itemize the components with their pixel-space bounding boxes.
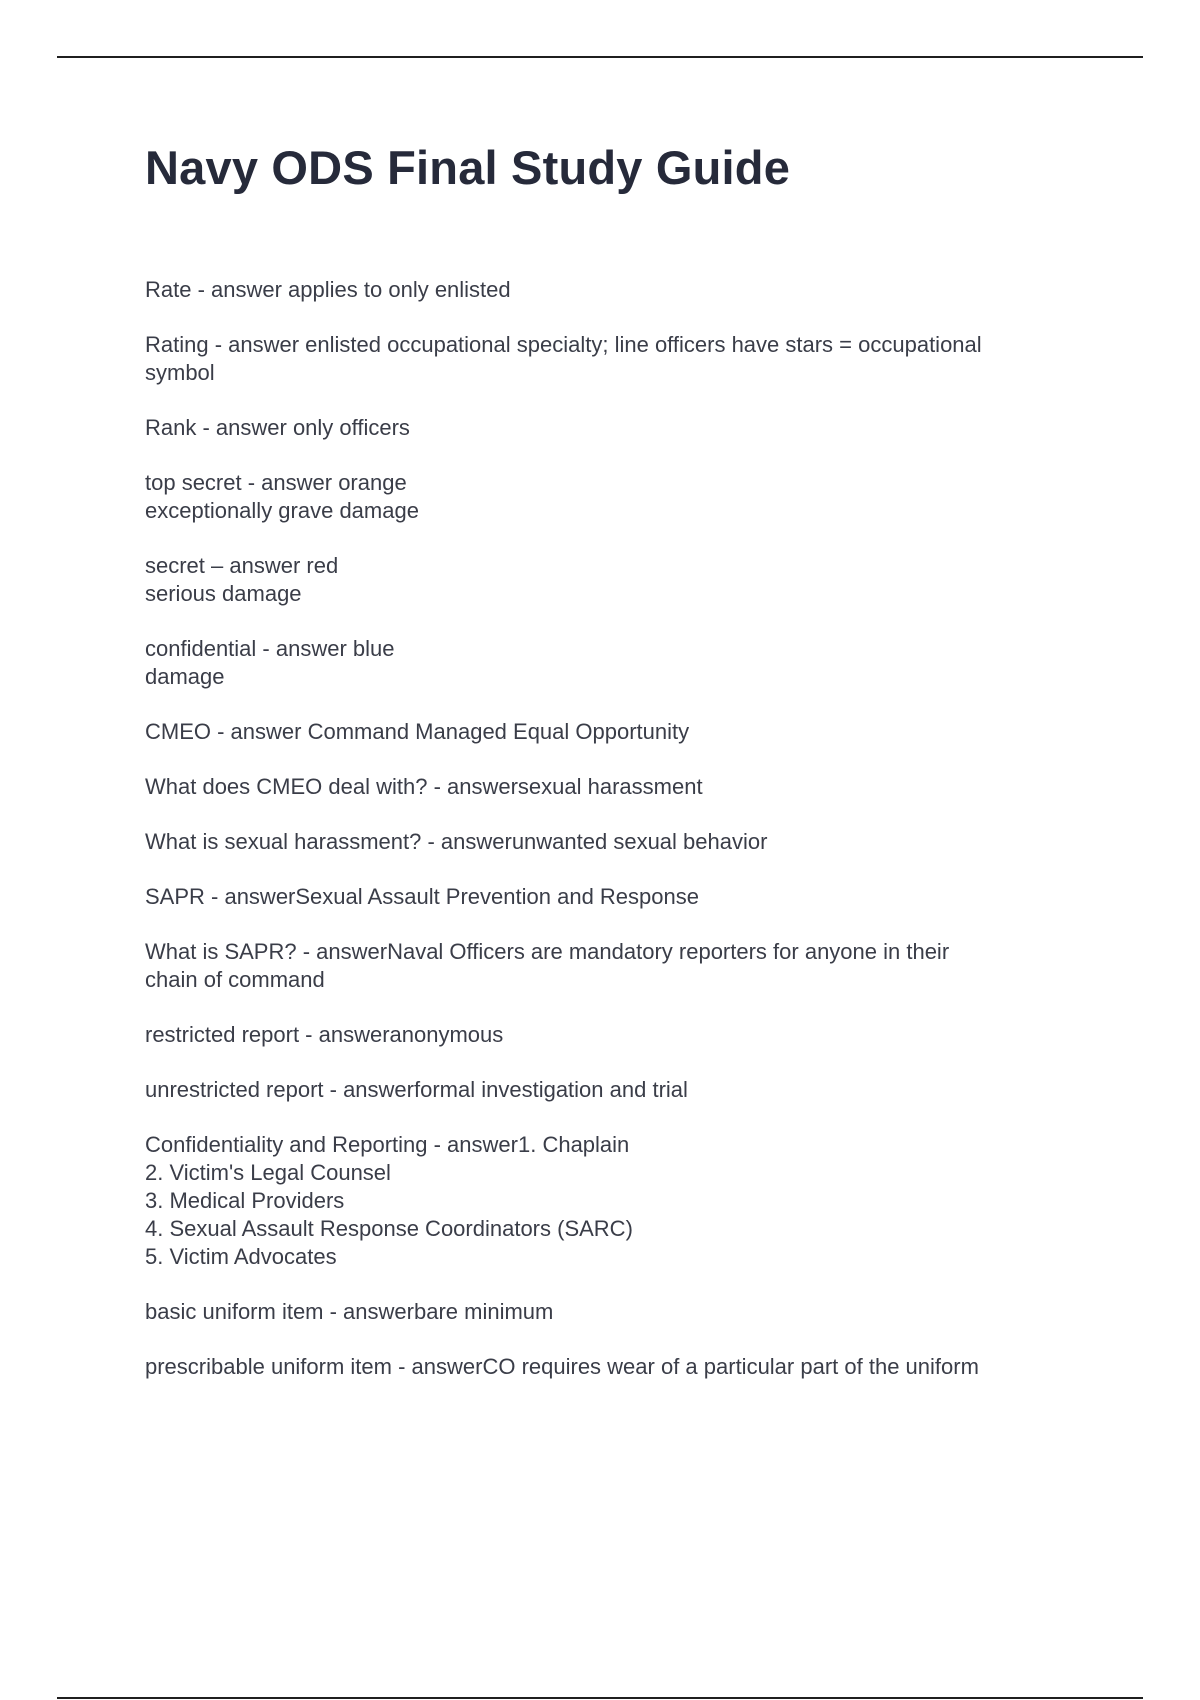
entry-text: symbol [145, 360, 215, 385]
entry-cmeo [145, 718, 1085, 746]
entry-text: Rank - answer only officers [145, 415, 410, 440]
entry-text: CMEO - answer Command Managed Equal Opportunity [145, 719, 690, 744]
entry-basic-uniform-item [145, 1298, 1085, 1326]
entry-confidential [145, 635, 1085, 691]
entry-text: prescribable uniform item - answerCO requires wear of a particular part of the uniform [145, 1354, 979, 1379]
entry-text: 2. Victim's Legal Counsel [145, 1160, 391, 1185]
entry-text: damage [145, 664, 225, 689]
entry-prescribable-uniform-item [145, 1353, 1085, 1381]
entry-text: confidential - answer blue [145, 636, 395, 661]
entry-text: What does CMEO deal with? - answersexual harassment [145, 774, 703, 799]
entry-cmeo-deals-with [145, 773, 1085, 801]
entry-text: restricted report - answeranonymous [145, 1022, 504, 1047]
entry-secret [145, 552, 1085, 608]
entry-text: 5. Victim Advocates [145, 1244, 337, 1269]
entry-text: SAPR - answerSexual Assault Prevention and Response [145, 884, 699, 909]
entry-rank [145, 414, 1085, 442]
entry-restricted-report [145, 1021, 1085, 1049]
entry-text: Rating - answer enlisted occupational specialty; line officers have stars = occupational [145, 332, 982, 357]
entry-rating [145, 331, 1085, 387]
study-entries [145, 276, 1085, 1381]
entry-text: serious damage [145, 581, 302, 606]
entry-text: secret – answer red [145, 553, 339, 578]
entry-sexual-harassment [145, 828, 1085, 856]
entry-unrestricted-report [145, 1076, 1085, 1104]
entry-text: What is sexual harassment? - answerunwanted sexual behavior [145, 829, 768, 854]
bottom-divider [57, 1697, 1143, 1699]
entry-text: chain of command [145, 967, 325, 992]
entry-text: Rate - answer applies to only enlisted [145, 277, 511, 302]
entry-text: basic uniform item - answerbare minimum [145, 1299, 554, 1324]
entry-confidentiality-reporting [145, 1131, 1085, 1271]
entry-what-is-sapr [145, 938, 1085, 994]
entry-text: exceptionally grave damage [145, 498, 419, 523]
entry-rate [145, 276, 1085, 304]
page-title: Navy ODS Final Study Guide [145, 141, 791, 194]
entry-text: 4. Sexual Assault Response Coordinators (SARC) [145, 1216, 633, 1241]
document-body [145, 140, 1085, 1408]
top-divider [57, 56, 1143, 58]
entry-text: What is SAPR? - answerNaval Officers are mandatory reporters for anyone in their [145, 939, 950, 964]
entry-top-secret [145, 469, 1085, 525]
entry-text: Confidentiality and Reporting - answer1. Chaplain [145, 1132, 630, 1157]
entry-text: unrestricted report - answerformal investigation and trial [145, 1077, 688, 1102]
entry-text: top secret - answer orange [145, 470, 407, 495]
entry-sapr [145, 883, 1085, 911]
entry-text: 3. Medical Providers [145, 1188, 345, 1213]
